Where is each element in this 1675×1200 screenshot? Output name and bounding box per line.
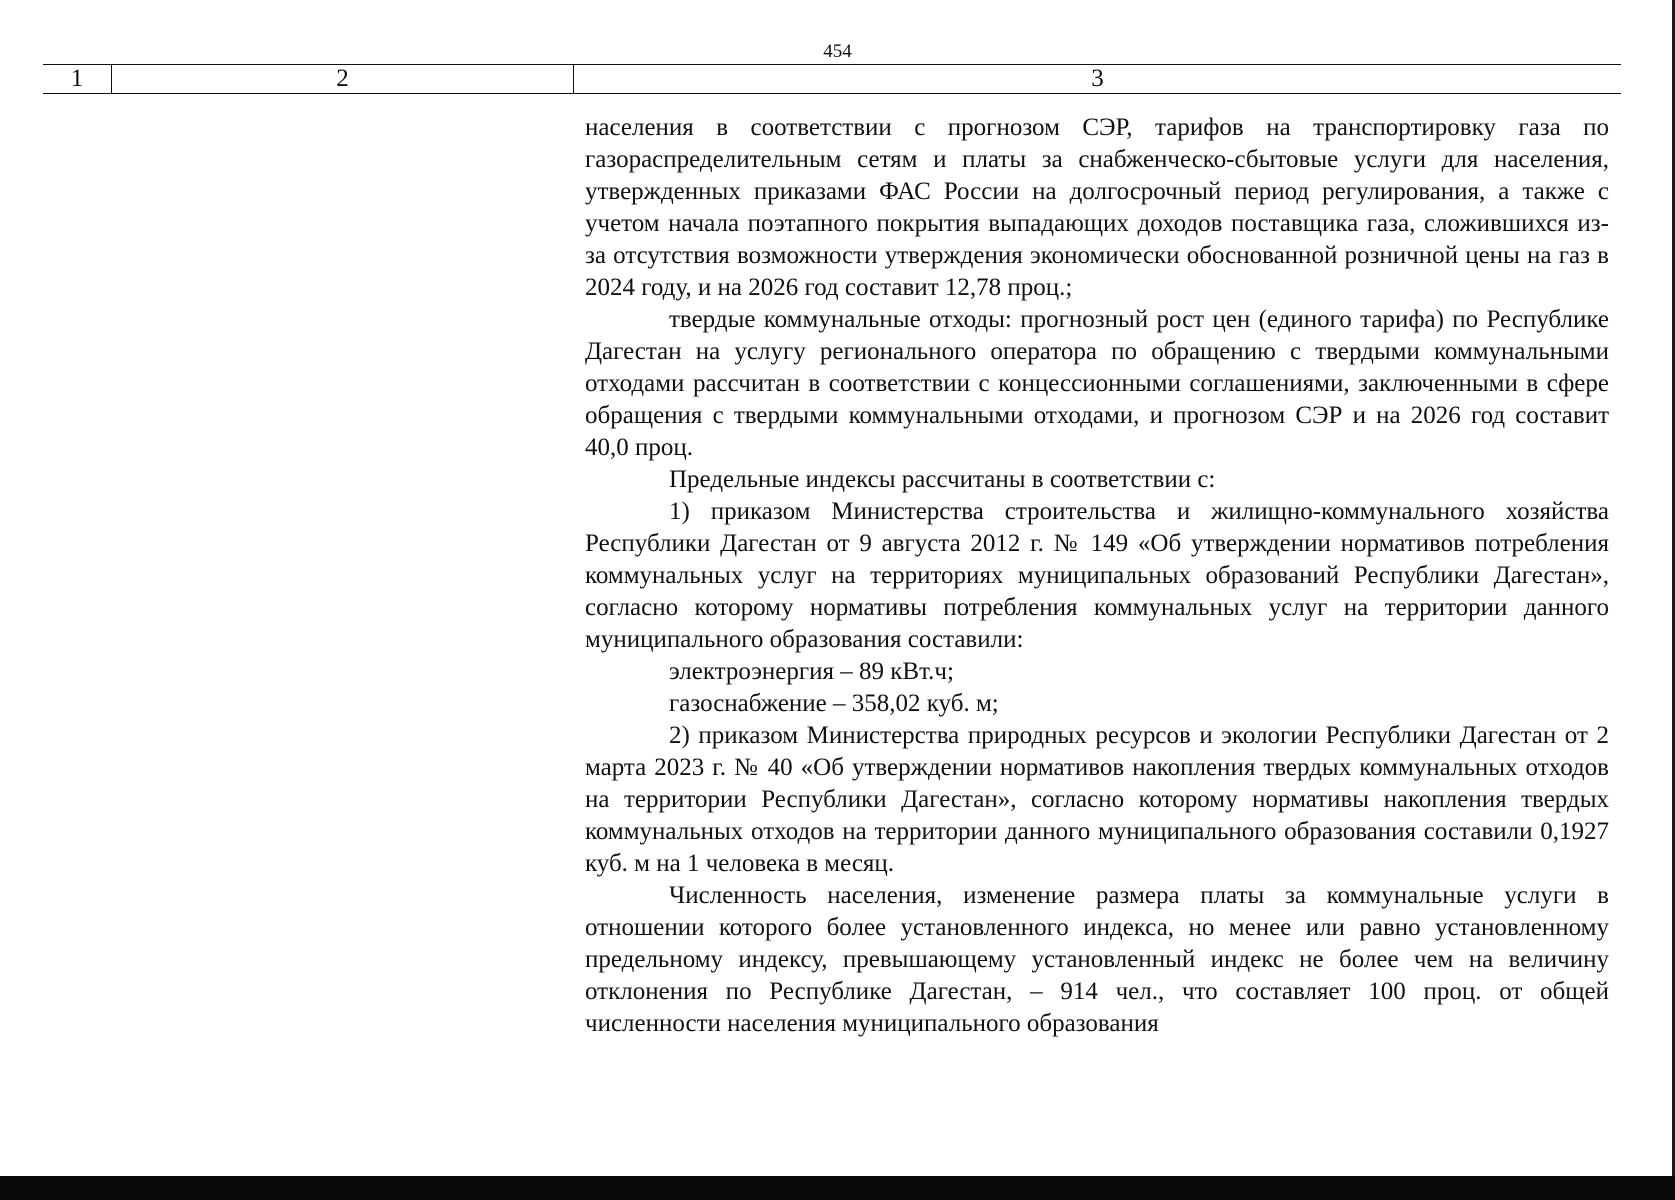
document-body bbox=[585, 112, 1609, 1040]
norm-electricity: электроэнергия – 89 кВт.ч; bbox=[669, 658, 954, 685]
table-header-col-2: 2 bbox=[112, 65, 574, 93]
paragraph-population: Численность населения, изменение размера платы за коммунальные услуги в отношении которого более установленного индекса, но менее или равно установленному предельному индексу, превышающему установленный индекс не более чем на величину отклонения по Республике Дагестан, – 914 чел., что составляет 100 проц. от общей численности населения муниципального образования bbox=[585, 882, 1609, 1037]
paragraph-gas-tariff: населения в соответствии с прогнозом СЭР, тарифов на транспортировку газа по газораспределительным сетям и платы за снабженческо-сбытовые услуги для населения, утвержденных приказами ФАС России на долгосрочный период регулирования, а также с учетом начала поэтапного покрытия выпадающих доходов поставщика газа, сложившихся из-за отсутствия возможности утверждения экономически обоснованной розничной цены на газ в 2024 году, и на 2026 год составит 12,78 проц.; bbox=[585, 114, 1609, 301]
table-header-col-1: 1 bbox=[43, 65, 112, 93]
page-number: 454 bbox=[823, 41, 852, 62]
paragraph-order-ecology: 2) приказом Министерства природных ресурсов и экологии Республики Дагестан от 2 марта 2023 г. № 40 «Об утверждении нормативов накопления твердых коммунальных отходов на территории Республики Дагестан», согласно которому нормативы накопления твердых коммунальных отходов на территории данного муниципального образования составили 0,1927 куб. м на 1 человека в месяц. bbox=[585, 722, 1609, 877]
table-header-col-3: 3 bbox=[1091, 65, 1104, 92]
paragraph-indices-basis: Предельные индексы рассчитаны в соответствии с: bbox=[669, 466, 1216, 493]
norm-gas-supply: газоснабжение – 358,02 куб. м; bbox=[669, 690, 999, 717]
table-header-row bbox=[43, 64, 1621, 94]
paragraph-solid-waste: твердые коммунальные отходы: прогнозный рост цен (единого тарифа) по Республике Дагестан на услугу регионального оператора по обращению с твердыми коммунальными отходами рассчитан в соответствии с концессионными соглашениями, заключенными в сфере обращения с твердыми коммунальными отходами, и прогнозом СЭР и на 2026 год составит 40,0 проц. bbox=[585, 306, 1609, 461]
scan-bottom-edge bbox=[0, 1176, 1675, 1200]
paragraph-order-construction: 1) приказом Министерства строительства и жилищно-коммунального хозяйства Республики Дагестан от 9 августа 2012 г. № 149 «Об утверждении нормативов потребления коммунальных услуг на территориях муниципальных образований Республики Дагестан», согласно которому нормативы потребления коммунальных услуг на территории данного муниципального образования составили: bbox=[585, 498, 1609, 653]
